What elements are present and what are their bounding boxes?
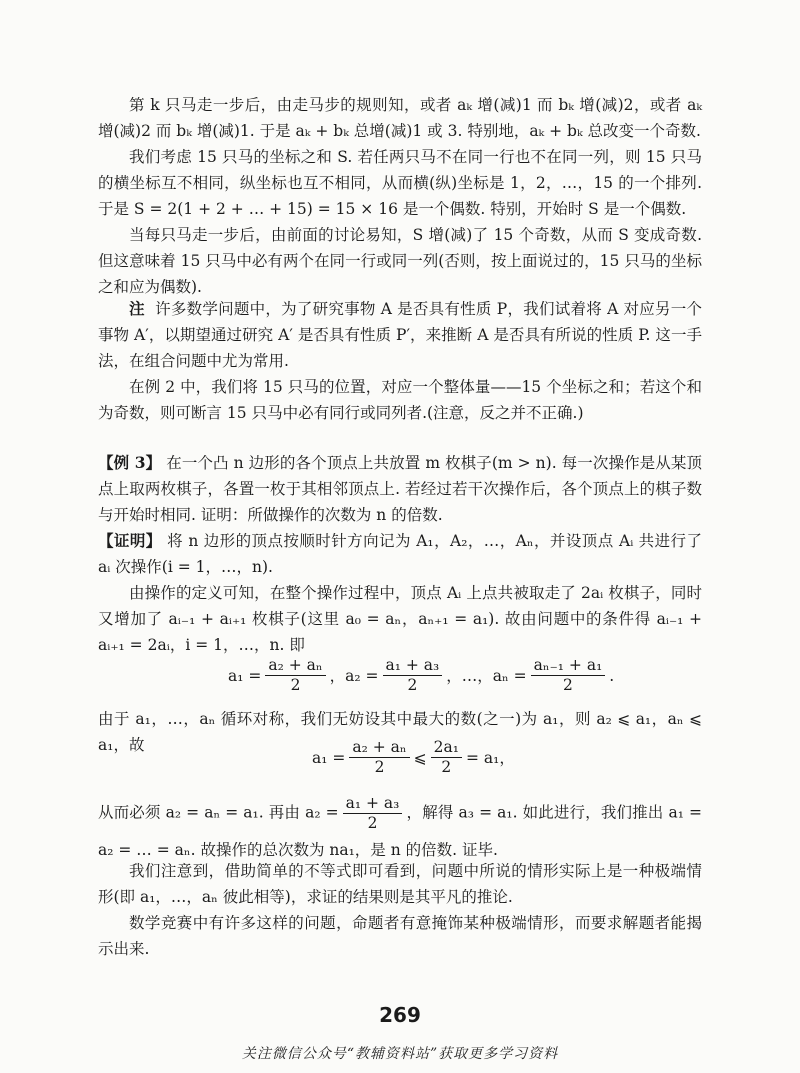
footer-watermark: 关注微信公众号“教辅资料站”获取更多学习资料 xyxy=(241,1046,559,1062)
eq1-end: . xyxy=(609,666,615,685)
eq1-fraction-3 xyxy=(531,656,606,695)
eq2-fraction-1 xyxy=(349,738,409,777)
note-label: 注 xyxy=(129,299,145,318)
paragraph-conclusion xyxy=(98,794,702,867)
example3-text: 在一个凸 n 边形的各个顶点上共放置 m 枚棋子(m > n). 每一次操作是从某顶点上取两枚棋子，各置一枚于其相邻顶点上. 若经过若干次操作后，各个顶点上的棋子数与开始时相同. 证明：所做操作的次数为 n 的倍数. xyxy=(98,454,702,524)
paragraph-horse-move: 第 k 只马走一步后，由走马步的规则知，或者 aₖ 增(减)1 而 bₖ 增(减)2，或者 aₖ 增(减)2 而 bₖ 增(减)1. 于是 aₖ + bₖ 总增(减)1 或 3. 特别地，aₖ + bₖ 总改变一个奇数. xyxy=(98,96,702,140)
conclusion-text-b: ，解得 a₃ = a₁. 如此进行，我们推出 a₁ = a₂ = … = aₙ. 故操作的总次数为 na₁，是 n 的倍数. 证毕. xyxy=(98,803,702,859)
paragraph-note xyxy=(98,296,702,374)
paragraph-symmetry: 由于 a₁，…，aₙ 循环对称，我们无妨设其中最大的数(之一)为 a₁，则 a₂ ⩽ a₁，aₙ ⩽ a₁，故 xyxy=(98,710,702,754)
inline-num: a₁ + a₃ xyxy=(343,794,403,814)
eq1-sep-1: ，a₂ = xyxy=(329,666,379,685)
paragraph-operation-definition: 由操作的定义可知，在整个操作过程中，顶点 Aᵢ 上点共被取走了 2aᵢ 枚棋子，同时又增加了 aᵢ₋₁ + aᵢ₊₁ 枚棋子(这里 a₀ = aₙ，aₙ₊₁ = a₁). 故由问题中的条件得 aᵢ₋₁ + aᵢ₊₁ = 2aᵢ，i = 1，…，n. 即 xyxy=(98,584,702,654)
eq1-fraction-2 xyxy=(383,656,443,695)
inline-den: 2 xyxy=(367,814,378,832)
inline-fraction xyxy=(343,794,403,833)
paragraph-example2-summary: 在例 2 中，我们将 15 只马的位置，对应一个整体量——15 个坐标之和；若这个和为奇数，则可断言 15 只马中必有同行或同列者.(注意，反之并不正确.) xyxy=(98,378,702,422)
eq2-lhs: a₁ = xyxy=(312,748,346,767)
eq2-relation: ⩽ xyxy=(413,748,427,767)
page-number: 269 xyxy=(379,1003,421,1027)
example3-label: 【例 3】 xyxy=(98,453,162,472)
eq2-num-1: a₂ + aₙ xyxy=(349,738,409,758)
equation-recurrence xyxy=(228,656,614,695)
paragraph-proof xyxy=(98,528,702,580)
eq2-den-1: 2 xyxy=(374,758,385,776)
eq1-fraction-1 xyxy=(265,656,325,695)
eq1-den-1: 2 xyxy=(290,676,301,694)
paragraph-competition: 数学竞赛中有许多这样的问题，命题者有意掩饰某种极端情形，而要求解题者能揭示出来. xyxy=(98,914,702,958)
paragraph-coordinate-sum: 我们考虑 15 只马的坐标之和 S. 若任两只马不在同一行也不在同一列，则 15 只马的横坐标互不相同，纵坐标也互不相同，从而横(纵)坐标是 1，2，…，15 的一个排列. 于是 S = 2(1 + 2 + … + 15) = 15 × 16 是一个偶数. 特别，开始时 S 是一个偶数. xyxy=(98,148,702,218)
eq1-lhs: a₁ = xyxy=(228,666,262,685)
eq1-num-3: aₙ₋₁ + a₁ xyxy=(531,656,606,676)
paragraph-odd-change: 当每只马走一步后，由前面的讨论易知，S 增(减)了 15 个奇数，从而 S 变成奇数. 但这意味着 15 只马中必有两个在同一行或同一列(否则，按上面说过的，15 只马的坐标之和应为偶数). xyxy=(98,226,702,296)
proof-text: 将 n 边形的顶点按顺时针方向记为 A₁，A₂，…，Aₙ，并设顶点 Aᵢ 共进行了 aᵢ 次操作(i = 1，…，n). xyxy=(98,532,702,576)
note-text: 许多数学问题中，为了研究事物 A 是否具有性质 P，我们试着将 A 对应另一个事物 A′，以期望通过研究 A′ 是否具有性质 P′，来推断 A 是否具有所说的性质 P. 这一手法，在组合问题中尤为常用. xyxy=(98,300,702,370)
eq2-fraction-2 xyxy=(431,738,462,777)
paragraph-extreme-case: 我们注意到，借助简单的不等式即可看到，问题中所说的情形实际上是一种极端情形(即 a₁，…，aₙ 彼此相等)，求证的结果则是其平凡的推论. xyxy=(98,862,702,906)
eq2-rhs: = a₁， xyxy=(465,748,515,767)
eq1-num-1: a₂ + aₙ xyxy=(265,656,325,676)
eq2-num-2: 2a₁ xyxy=(431,738,462,758)
eq1-sep-2: ，…，aₙ = xyxy=(446,666,527,685)
paragraph-example3 xyxy=(98,450,702,528)
conclusion-text-a: 从而必须 a₂ = aₙ = a₁. 再由 a₂ = xyxy=(98,803,339,822)
equation-inequality xyxy=(312,738,515,777)
proof-label: 【证明】 xyxy=(98,531,162,550)
eq1-den-2: 2 xyxy=(407,676,418,694)
eq2-den-2: 2 xyxy=(441,758,452,776)
eq1-den-3: 2 xyxy=(563,676,573,694)
eq1-num-2: a₁ + a₃ xyxy=(383,656,443,676)
